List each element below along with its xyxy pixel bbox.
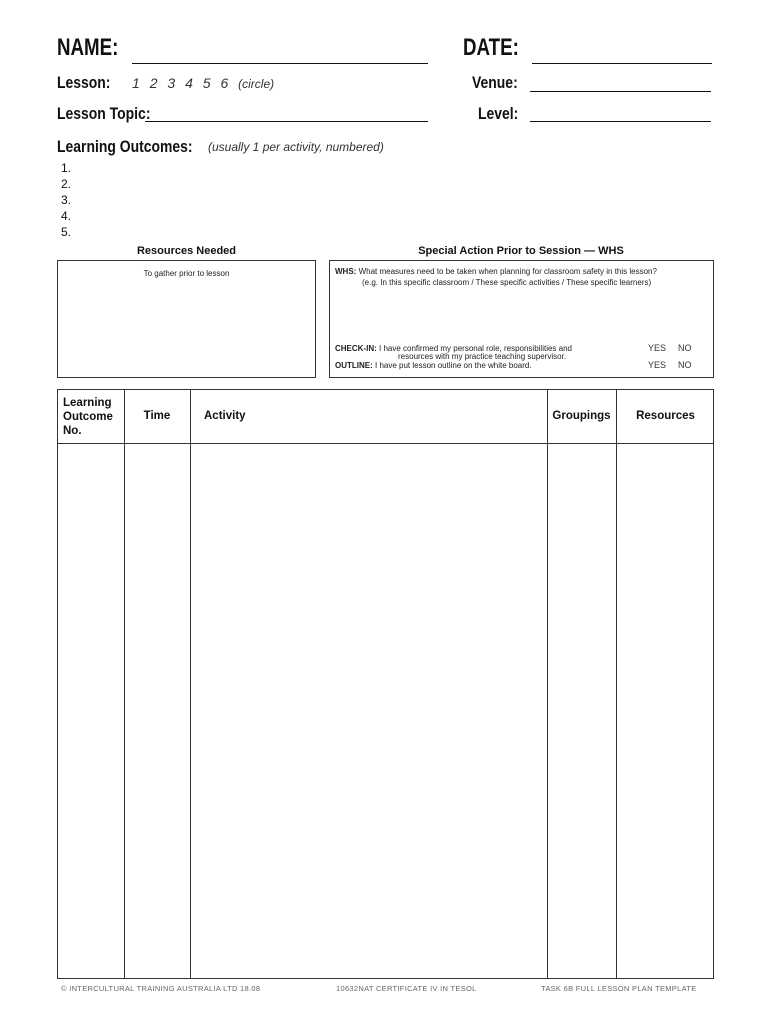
resources-note: To gather prior to lesson bbox=[143, 269, 230, 278]
lesson-hint: (circle) bbox=[238, 77, 275, 91]
lesson-number-4[interactable]: 4 bbox=[185, 75, 193, 91]
activity-cell[interactable] bbox=[191, 444, 547, 978]
time-cell[interactable] bbox=[125, 444, 190, 978]
date-field-line[interactable] bbox=[532, 63, 712, 64]
whs-example: (e.g. In this specific classroom / These specific activities / These specific learners) bbox=[362, 278, 652, 287]
outline-row bbox=[335, 361, 532, 370]
outline-yes[interactable]: YES bbox=[648, 360, 667, 370]
name-label: NAME: bbox=[57, 34, 119, 61]
venue-label: Venue: bbox=[472, 73, 518, 92]
outcome-item-1[interactable]: 1. bbox=[61, 161, 72, 175]
lesson-plan-table bbox=[57, 389, 714, 979]
date-label: DATE: bbox=[463, 34, 519, 61]
level-label: Level: bbox=[478, 104, 519, 123]
lesson-number-5[interactable]: 5 bbox=[202, 75, 211, 91]
outline-label: OUTLINE: bbox=[335, 361, 373, 370]
name-field-line[interactable] bbox=[132, 63, 428, 64]
lesson-number-2[interactable]: 2 bbox=[149, 75, 158, 91]
topic-field-line[interactable] bbox=[145, 121, 428, 122]
outcomes-label: Learning Outcomes: bbox=[57, 137, 193, 156]
checkin-label: CHECK-IN: bbox=[335, 344, 377, 353]
outcome-item-5[interactable]: 5. bbox=[61, 225, 72, 239]
whs-text: What measures need to be taken when planning for classroom safety in this lesson? bbox=[358, 267, 657, 276]
resources-cell[interactable] bbox=[617, 444, 714, 978]
lesson-number-1[interactable]: 1 bbox=[132, 75, 140, 91]
outcome-item-2[interactable]: 2. bbox=[61, 177, 72, 191]
lesson-numbers[interactable] bbox=[132, 75, 274, 91]
resources-title: Resources Needed bbox=[136, 245, 237, 257]
checkin-no[interactable]: NO bbox=[678, 343, 692, 353]
whs-title: Special Action Prior to Session — WHS bbox=[418, 245, 624, 257]
col-header-outcome: Learning Outcome No. bbox=[63, 397, 113, 437]
col-header-groupings: Groupings bbox=[552, 410, 611, 422]
col-header-time: Time bbox=[143, 410, 171, 422]
venue-field-line[interactable] bbox=[530, 91, 711, 92]
lesson-number-3[interactable]: 3 bbox=[167, 75, 176, 91]
level-field-line[interactable] bbox=[530, 121, 711, 122]
footer-course: 10632NAT CERTIFICATE IV IN TESOL bbox=[336, 984, 477, 993]
footer-task: TASK 6B FULL LESSON PLAN TEMPLATE bbox=[541, 984, 697, 993]
outline-text: I have put lesson outline on the white board. bbox=[375, 361, 532, 370]
lesson-label: Lesson: bbox=[57, 73, 111, 92]
col-header-resources: Resources bbox=[636, 410, 695, 422]
topic-label: Lesson Topic: bbox=[57, 104, 151, 123]
whs-label: WHS: bbox=[335, 267, 357, 276]
checkin-text-2: resources with my practice teaching supervisor. bbox=[398, 352, 567, 361]
resources-box[interactable] bbox=[57, 260, 316, 378]
checkin-text-1: I have confirmed my personal role, responsibilities and bbox=[379, 344, 572, 353]
outcomes-list bbox=[61, 160, 71, 240]
whs-box[interactable] bbox=[329, 260, 714, 378]
outcome-cell[interactable] bbox=[58, 444, 124, 978]
outline-no[interactable]: NO bbox=[678, 360, 692, 370]
whs-question bbox=[335, 267, 657, 276]
outcome-item-4[interactable]: 4. bbox=[61, 209, 72, 223]
checkin-yes[interactable]: YES bbox=[648, 343, 667, 353]
lesson-number-6[interactable]: 6 bbox=[220, 75, 229, 91]
footer-copyright: © INTERCULTURAL TRAINING AUSTRALIA LTD 18.08 bbox=[61, 984, 261, 993]
outcomes-hint: (usually 1 per activity, numbered) bbox=[208, 140, 384, 154]
groupings-cell[interactable] bbox=[548, 444, 616, 978]
outcome-item-3[interactable]: 3. bbox=[61, 193, 72, 207]
col-header-activity: Activity bbox=[204, 410, 246, 422]
